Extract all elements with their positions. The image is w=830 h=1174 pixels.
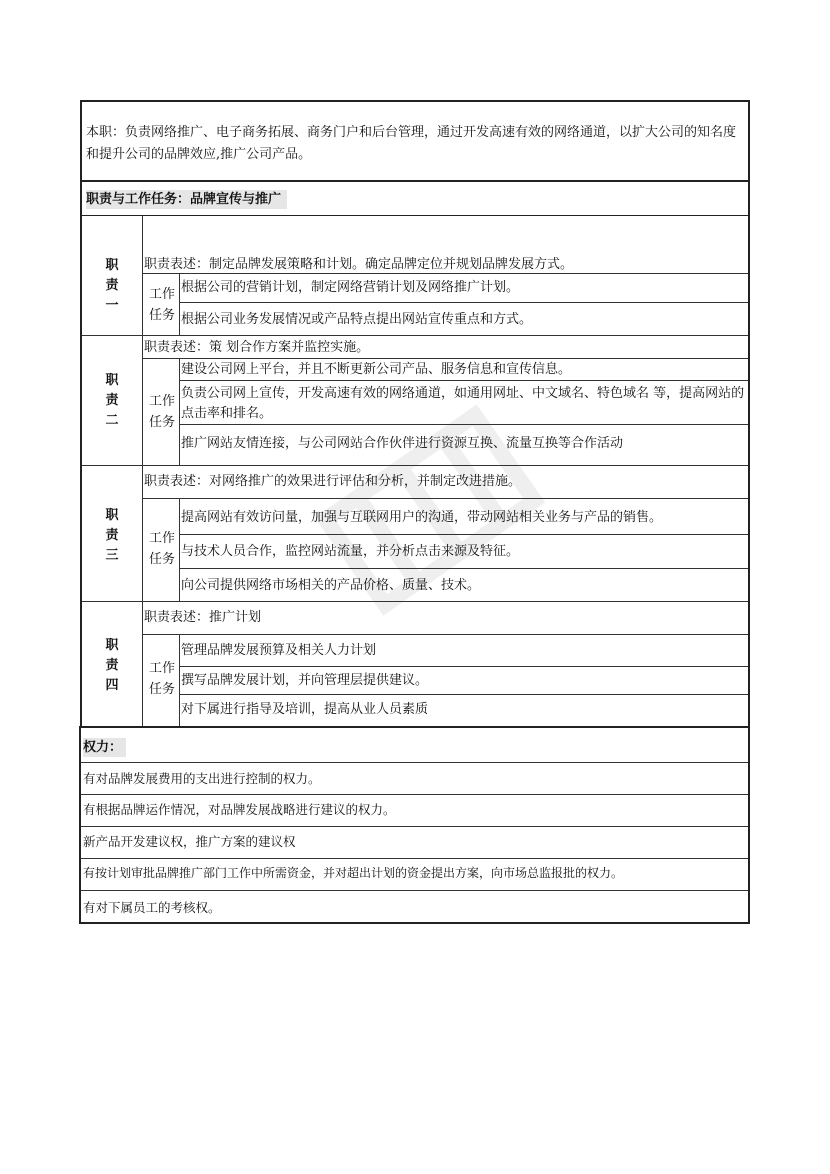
duty-table: [80, 216, 750, 726]
duty-block-4: [82, 602, 748, 726]
task-3-2: 与技术人员合作，监控网站流量，并分析点击来源及特征。: [181, 544, 520, 559]
summary-box: [80, 100, 750, 182]
task-label-1: 工作任务: [148, 287, 175, 323]
section-title-row: [80, 182, 750, 216]
duty-label-1: 职 责 一: [105, 258, 119, 313]
task-4-3: 对下属进行指导及培训，提高从业人员素质: [181, 702, 429, 717]
task-label-3: 工作任务: [148, 531, 175, 567]
duty-statement-2: 职责表述：策 划合作方案并监控实施。: [144, 340, 370, 355]
duty-statement-1: 职责表述：制定品牌发展策略和计划。确定品牌定位并规划品牌发展方式。: [144, 257, 574, 272]
task-label-4: 工作任务: [148, 661, 175, 697]
task-3-3: 向公司提供网络市场相关的产品价格、质量、技术。: [181, 578, 481, 593]
task-4-2: 撰写品牌发展计划，并向管理层提供建议。: [181, 673, 429, 688]
authority-item-2: 有根据品牌运作情况，对品牌发展战略进行建议的权力。: [83, 802, 396, 817]
authority-item-5: 有对下属员工的考核权。: [83, 900, 221, 915]
task-4-1: 管理品牌发展预算及相关人力计划: [181, 643, 377, 658]
duty-block-3: [82, 466, 748, 602]
authority-table: [79, 726, 750, 924]
duty-block-2: [82, 336, 748, 466]
task-2-2: 负责公司网上宣传，开发高速有效的网络通道，如通用网址、中文域名、特色域名 等，提高网站的点击率和排名。: [181, 386, 745, 421]
task-label-2: 工作任务: [148, 394, 175, 430]
task-1-1: 根据公司的营销计划，制定网络营销计划及网络推广计划。: [181, 280, 520, 295]
authority-item-4: 有按计划审批品牌推广部门工作中所需资金，并对超出计划的资金提出方案，向市场总监报批的权力。: [83, 866, 624, 880]
task-2-3: 推广网站友情连接，与公司网站合作伙伴进行资源互换、流量互换等合作活动: [181, 436, 624, 451]
task-2-1: 建设公司网上平台，并且不断更新公司产品、服务信息和宣传信息。: [181, 362, 572, 377]
duty-block-1: [82, 216, 748, 336]
duty-label-4: 职 责 四: [105, 638, 119, 693]
authority-item-1: 有对品牌发展费用的支出进行控制的权力。: [83, 771, 321, 786]
duty-statement-4: 职责表述：推广计划: [144, 610, 262, 625]
task-3-1: 提高网站有效访问量，加强与互联网用户的沟通，带动网站相关业务与产品的销售。: [181, 510, 663, 525]
summary-text: 本职：负责网络推广、电子商务拓展、商务门户和后台管理，通过开发高速有效的网络通道，以扩大公司的知名度和提升公司的品牌效应,推广公司产品。: [86, 125, 737, 162]
section-title: 职责与工作任务：品牌宣传与推广: [86, 190, 287, 209]
duty-label-2: 职 责 二: [105, 373, 119, 428]
authority-item-3: 新产品开发建议权，推广方案的建议权: [83, 834, 296, 849]
duty-statement-3: 职责表述：对网络推广的效果进行评估和分析，并制定改进措施。: [144, 474, 522, 489]
authority-title: 权力：: [83, 738, 126, 757]
duty-label-3: 职 责 三: [105, 508, 119, 563]
task-1-2: 根据公司业务发展情况或产品特点提出网站宣传重点和方式。: [181, 312, 533, 327]
